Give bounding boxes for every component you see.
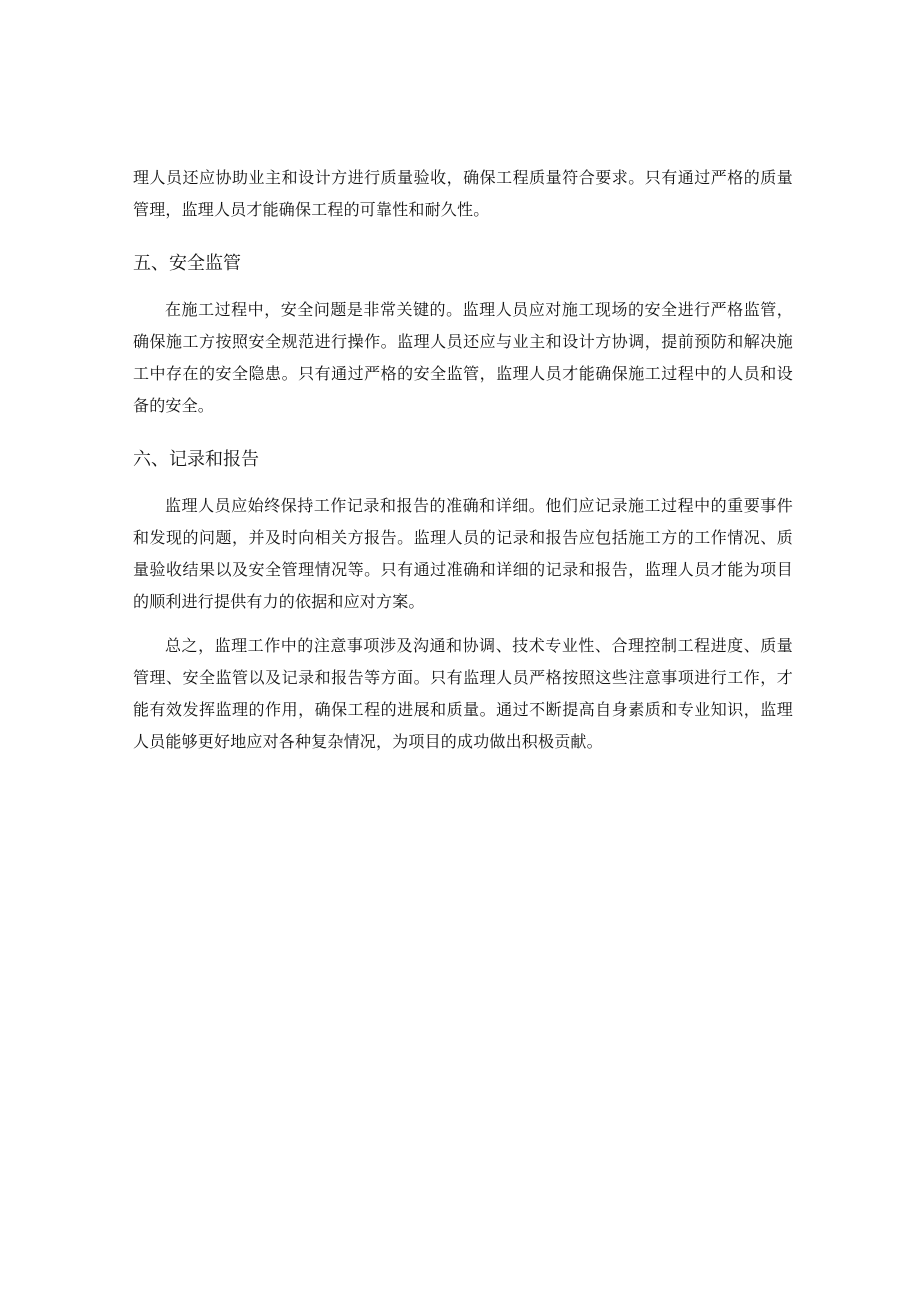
records-paragraph: 监理人员应始终保持工作记录和报告的准确和详细。他们应记录施工过程中的重要事件和发现的问题，并及时向相关方报告。监理人员的记录和报告应包括施工方的工作情况、质量验收结果以及安全管理情况等。只有通过准确和详细的记录和报告，监理人员才能为项目的顺利进行提供有力的依据和应对方案。	[133, 496, 793, 611]
section-heading-safety: 五、安全监管	[133, 253, 241, 274]
conclusion-paragraph: 总之，监理工作中的注意事项涉及沟通和协调、技术专业性、合理控制工程进度、质量管理、安全监管以及记录和报告等方面。只有监理人员严格按照这些注意事项进行工作，才能有效发挥监理的作用，确保工程的进展和质量。通过不断提高自身素质和专业知识，监理人员能够更好地应对各种复杂情况，为项目的成功做出积极贡献。	[133, 636, 793, 751]
safety-paragraph: 在施工过程中，安全问题是非常关键的。监理人员应对施工现场的安全进行严格监管，确保施工方按照安全规范进行操作。监理人员还应与业主和设计方协调，提前预防和解决施工中存在的安全隐患。只有通过严格的安全监管，监理人员才能确保施工过程中的人员和设备的安全。	[133, 300, 793, 415]
section-heading-records: 六、记录和报告	[133, 449, 259, 470]
document-body	[133, 162, 793, 758]
intro-paragraph: 理人员还应协助业主和设计方进行质量验收，确保工程质量符合要求。只有通过严格的质量管理，监理人员才能确保工程的可靠性和耐久性。	[133, 168, 793, 219]
